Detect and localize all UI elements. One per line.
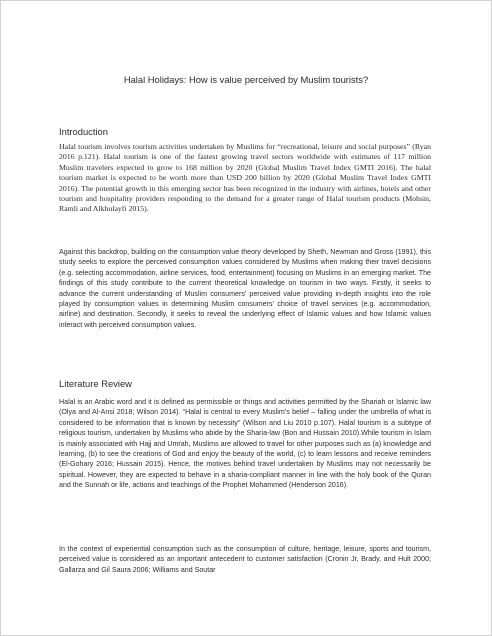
paragraph: Against this backdrop, building on the consumption value theory developed by Sheth, Newman and Gross (1991), this study seeks to explore the perceived consumption values considered by Muslims when making their travel decisions (e.g. selecting accommodation, airline services, food, entertainment) focusing on Muslims in an emerging market. The findings of this study contribute to the current theoretical knowledge on tourism in two ways. Firstly, it seeks to advance the current understanding of Muslim consumers’ perceived value providing in-depth insights into the role played by consumption values in determining Muslim consumers’ choice of travel services (e.g. accommodation, airline) and destination. Secondly, it seeks to reveal the underlying effect of Islamic values and how Islamic values interact with perceived consumption values. bbox=[59, 248, 431, 329]
paragraph: In the context of experiential consumption such as the consumption of culture, heritage, leisure, sports and tourism, perceived value is considered as an important antecedent to customer satisfaction (Cronin Jr, Brady, and Hult 2000; Gallarza and Gil Saura 2006; Williams and Soutar bbox=[59, 545, 431, 574]
document-title: Halal Holidays: How is value perceived by Muslim tourists? bbox=[123, 74, 369, 85]
section-heading-introduction: Introduction bbox=[59, 126, 108, 137]
paragraph: Halal tourism involves tourism activities undertaken by Muslims for “recreational, leisure and social purposes” (Ryan 2016 p.121). Halal tourism is one of the fastest growing travel sectors worldwide with estimates of 117 million Muslim travelers expected to grow to 168 million by 2020 (Global Muslim Travel Index GMTI 2016). The halal tourism market is expected to be worth more than USD 200 billion by 2020 (Global Muslim Travel Index GMTI 2016). The potential growth in this emerging sector has been recognized in the industry with airlines, hotels and other tourism and hospitality providers responding to the demand for a greater range of Halal tourism products (Mohsin, Ramli and Alkhulayfi 2015). bbox=[59, 142, 431, 214]
section-heading-literature-review: Literature Review bbox=[59, 378, 132, 389]
paragraph: Halal is an Arabic word and it is defined as permissible or things and activities permitted by the Shariah or Islamic law (Olya and Al-Ansi 2018; Wilson 2014). “Halal is central to every Muslim’s belief – falling under the umbrella of what is considered to be information that is known by necessity” (Wilson and Liu 2010 p.107). Halal tourism is a subtype of religious tourism, undertaken by Muslims who abide by the Sharia-law (Bon and Hussain 2010).While tourism in Islam is mainly associated with Hajj and Umrah, Muslims are allowed to travel for other purposes such as (a) knowledge and learning, (b) to see the creations of God and enjoy the beauty of the world, (c) to learn lessons and receive reminders (El-Gohary 2016; Hussain 2015). Hence, the motives behind travel undertaken by Muslims may not necessarily be spiritual. However, they are expected to behave in a sharia-compliant manner in line with the holy book of the Quran and the Sunnah or life, actions and teachings of the Prophet Mohammed (Henderson 2016). bbox=[59, 398, 431, 490]
